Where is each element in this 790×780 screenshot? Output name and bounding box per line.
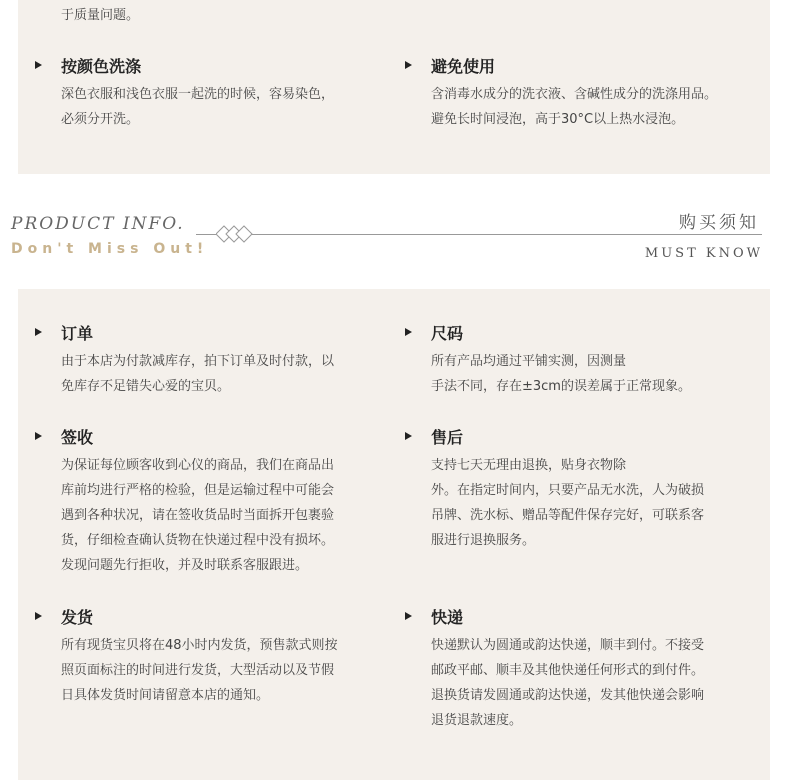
notice-item-order bbox=[61, 321, 381, 399]
item-line: 遇到各种状况，请在签收货品时当面拆开包裹验 bbox=[61, 508, 335, 523]
item-line: 由于本店为付款减库存，拍下订单及时付款，以 bbox=[61, 354, 335, 369]
item-line: 所有现货宝贝将在48小时内发货，预售款式则按 bbox=[61, 638, 338, 653]
care-item-avoid bbox=[431, 54, 751, 132]
continuation-text: 于质量问题。 bbox=[61, 8, 140, 23]
care-item-color bbox=[61, 54, 381, 132]
item-title: 发货 bbox=[61, 607, 94, 627]
diamond-ornament-icon bbox=[216, 224, 260, 244]
item-line: 避免长时间浸泡，高于30°C以上热水浸泡。 bbox=[431, 112, 685, 127]
notice-item-courier bbox=[431, 605, 751, 733]
item-line: 吊牌、洗水标、赠品等配件保存完好，可联系客 bbox=[431, 508, 705, 523]
product-info-heading: PRODUCT INFO. bbox=[11, 214, 185, 234]
item-title: 签收 bbox=[61, 427, 94, 447]
item-line: 快递默认为圆通或韵达快递，顺丰到付。不接受 bbox=[431, 638, 705, 653]
item-line: 退换货请发圆通或韵达快递，发其他快递会影响 bbox=[431, 688, 705, 703]
arrow-icon bbox=[35, 432, 42, 440]
item-line: 日具体发货时间请留意本店的通知。 bbox=[61, 688, 270, 703]
item-title: 按颜色洗涤 bbox=[61, 56, 142, 76]
arrow-icon bbox=[35, 61, 42, 69]
item-line: 退货退款速度。 bbox=[431, 713, 523, 728]
notice-item-size bbox=[431, 321, 751, 399]
item-title: 避免使用 bbox=[431, 56, 496, 76]
item-title: 快递 bbox=[431, 607, 464, 627]
item-line: 服进行退换服务。 bbox=[431, 533, 536, 548]
dont-miss-out-subtitle: Don't Miss Out! bbox=[11, 241, 209, 257]
must-know-subtitle: MUST KNOW bbox=[644, 246, 763, 261]
notice-item-receipt bbox=[61, 425, 381, 578]
item-line: 外。在指定时间内，只要产品无水洗，人为破损 bbox=[431, 483, 705, 498]
item-line: 货，仔细检查确认货物在快递过程中没有损坏。 bbox=[61, 533, 335, 548]
item-line: 邮政平邮、顺丰及其他快递任何形式的到付件。 bbox=[431, 663, 705, 678]
item-line: 为保证每位顾客收到心仪的商品，我们在商品出 bbox=[61, 458, 335, 473]
item-line: 必须分开洗。 bbox=[61, 112, 140, 127]
arrow-icon bbox=[405, 432, 412, 440]
arrow-icon bbox=[405, 612, 412, 620]
item-line: 发现问题先行拒收，并及时联系客服跟进。 bbox=[61, 558, 309, 573]
item-title: 售后 bbox=[431, 427, 464, 447]
arrow-icon bbox=[405, 328, 412, 336]
divider-line bbox=[196, 234, 762, 235]
item-title: 订单 bbox=[61, 323, 94, 343]
notice-item-shipping bbox=[61, 605, 381, 708]
item-title: 尺码 bbox=[431, 323, 464, 343]
notice-item-aftersales bbox=[431, 425, 751, 553]
item-line: 所有产品均通过平铺实测，因测量 bbox=[431, 354, 627, 369]
item-line: 照页面标注的时间进行发货，大型活动以及节假 bbox=[61, 663, 335, 678]
arrow-icon bbox=[405, 61, 412, 69]
item-line: 深色衣服和浅色衣服一起洗的时候，容易染色， bbox=[61, 87, 335, 102]
arrow-icon bbox=[35, 328, 42, 336]
item-line: 手法不同，存在±3cm的误差属于正常现象。 bbox=[431, 379, 691, 394]
item-line: 免库存不足错失心爱的宝贝。 bbox=[61, 379, 231, 394]
item-line: 含消毒水成分的洗衣液、含碱性成分的洗涤用品。 bbox=[431, 87, 718, 102]
item-line: 库前均进行严格的检验，但是运输过程中可能会 bbox=[61, 483, 335, 498]
item-line: 支持七天无理由退换，贴身衣物除 bbox=[431, 458, 627, 473]
purchase-notice-heading: 购买须知 bbox=[679, 213, 759, 233]
arrow-icon bbox=[35, 612, 42, 620]
